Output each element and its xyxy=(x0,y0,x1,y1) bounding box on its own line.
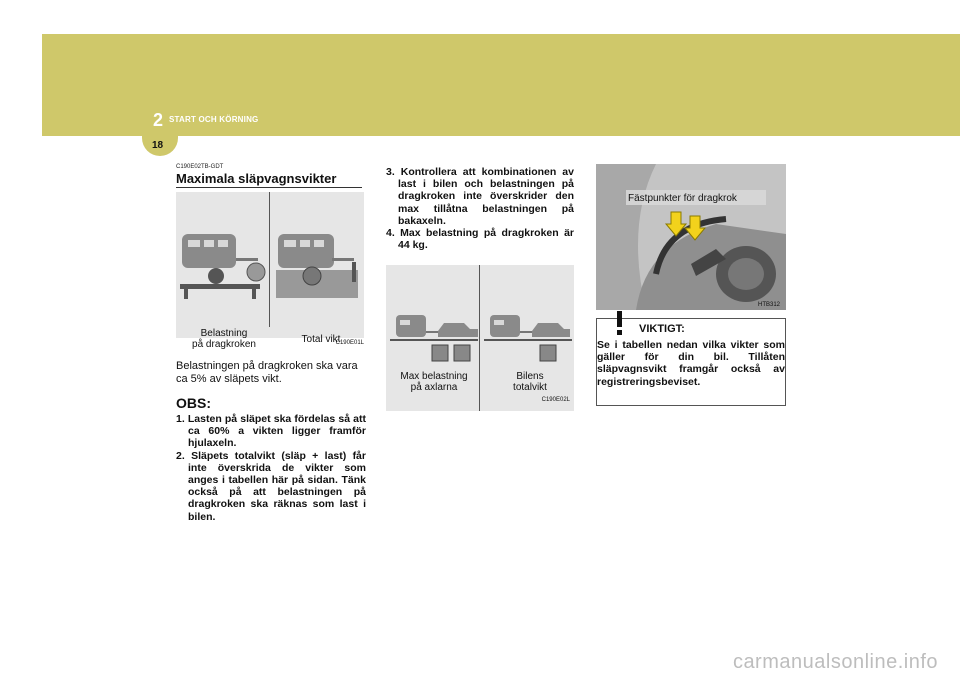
column-1 xyxy=(176,164,366,523)
section-code: C190E02TB-GDT xyxy=(176,164,224,170)
figure2-code: C190E02L xyxy=(541,397,570,404)
warning-text: Se i tabellen nedan vilka vikter som gäller för din bil. Tillåten släpvagnsvikt framgår också av registreringsbeviset. xyxy=(597,339,785,388)
steps-list xyxy=(386,166,574,251)
column-3 xyxy=(596,164,786,406)
towbar-photo xyxy=(596,164,786,310)
trailer-weight-illustration xyxy=(176,192,364,338)
warning-title: VIKTIGT: xyxy=(639,323,685,335)
figure2-label-left: Max belastning på axlarna xyxy=(400,371,468,394)
section-title: Maximala släpvagnsvikter xyxy=(176,171,362,188)
chapter-number: 2 xyxy=(153,110,164,130)
obs-title: OBS: xyxy=(176,395,211,411)
list-item: 3. Kontrollera att kombinationen av last i bilen och belastningen på dragkroken inte överskrider den max tillåtna belastningen på bakaxeln. xyxy=(386,166,574,227)
figure-divider xyxy=(269,192,270,327)
figure-divider xyxy=(479,265,480,411)
figure1-code: C190E01L xyxy=(335,340,364,346)
list-item: 2. Släpets totalvikt (släp + last) får inte överskrida de vikter som anges i tabellen här på sidan. Tänk också på att belastningen på dragkroken ska räknas som last i bilen. xyxy=(176,449,366,523)
figure1-code-row xyxy=(176,338,366,350)
towbar-mount-illustration xyxy=(596,164,786,310)
intro-text: Belastningen på dragkroken ska vara ca 5% av släpets vikt. xyxy=(176,360,358,385)
warning-box xyxy=(596,318,786,406)
figure-axle-load xyxy=(386,265,574,411)
photo-code: HTB312 xyxy=(757,302,780,308)
figure1-label-left: Belastning på dragkroken xyxy=(192,328,256,350)
watermark: carmanualsonline.info xyxy=(732,651,938,673)
figure2-label-right: Bilens totalvikt xyxy=(513,371,547,394)
page-number: 18 xyxy=(152,140,164,151)
photo-label: Fästpunkter för dragkrok xyxy=(628,193,737,204)
chapter-title: START OCH KÖRNING xyxy=(169,115,259,124)
warning-exclamation-icon xyxy=(607,307,633,337)
obs-list xyxy=(176,413,366,523)
figure1-label-total: Total vikt xyxy=(301,334,341,345)
list-item: 4. Max belastning på dragkroken är 44 kg. xyxy=(386,227,574,252)
list-item: 1. Lasten på släpet ska fördelas så att ca 60% a vikten ligger framför hjulaxeln. xyxy=(176,413,366,450)
column-2 xyxy=(386,164,574,411)
